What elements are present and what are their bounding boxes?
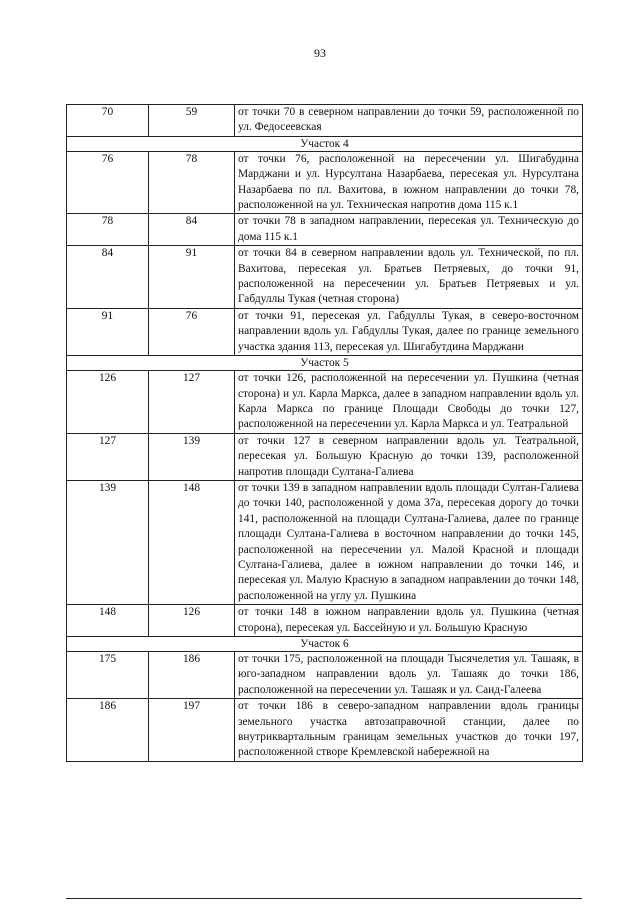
- table-row: [67, 371, 583, 434]
- route-description-cell: от точки 91, пересекая ул. Габдуллы Тукая, в северо-восточном направлении вдоль ул. Габдуллы Тукая, далее по границе земельного участка здания 113, пересекая ул. Шигабутдина Марджани: [235, 308, 583, 355]
- point-to-cell: 91: [149, 246, 235, 309]
- table-row: [67, 308, 583, 355]
- table-bottom-edge: [66, 898, 582, 899]
- point-from-cell: 91: [67, 308, 149, 355]
- point-to-cell: 59: [149, 105, 235, 137]
- point-to-cell: 148: [149, 480, 235, 604]
- point-to-cell: 197: [149, 699, 235, 762]
- point-to-cell: 76: [149, 308, 235, 355]
- point-to-cell: 84: [149, 214, 235, 246]
- section-header-row: [67, 637, 583, 652]
- section-title: Участок 6: [67, 637, 583, 652]
- route-description-cell: от точки 175, расположенной на площади Тысячелетия ул. Ташаяк, в юго-западном направлении вдоль ул. Ташаяк до точки 186, расположенной на пересечении ул. Ташаяк и ул. Саид-Галеева: [235, 652, 583, 699]
- table-row: [67, 699, 583, 762]
- route-description-cell: от точки 148 в южном направлении вдоль ул. Пушкина (четная сторона), пересекая ул. Бассейную и ул. Большую Красную: [235, 605, 583, 637]
- table-row: [67, 652, 583, 699]
- section-header-row: [67, 356, 583, 371]
- section-header-row: [67, 136, 583, 151]
- point-from-cell: 84: [67, 246, 149, 309]
- table-row: [67, 605, 583, 637]
- route-description-cell: от точки 84 в северном направлении вдоль ул. Технической, по пл. Вахитова, пересекая ул. Братьев Петряевых, до точки 91, расположенной на пересечении ул. Братьев Петряевых и ул. Габдуллы Тукая (четная сторона): [235, 246, 583, 309]
- table-row: [67, 214, 583, 246]
- point-to-cell: 127: [149, 371, 235, 434]
- point-to-cell: 126: [149, 605, 235, 637]
- point-to-cell: 78: [149, 151, 235, 214]
- route-description-cell: от точки 186 в северо-западном направлении вдоль границы земельного участка автозаправочной станции, далее по внутриквартальным границам земельных участков до точки 197, расположенной створе Кремлевской набережной на: [235, 699, 583, 762]
- page-number: 93: [314, 46, 326, 60]
- point-to-cell: 139: [149, 433, 235, 480]
- point-from-cell: 70: [67, 105, 149, 137]
- section-title: Участок 5: [67, 356, 583, 371]
- table-row: [67, 105, 583, 137]
- point-from-cell: 148: [67, 605, 149, 637]
- section-title: Участок 4: [67, 136, 583, 151]
- route-description-cell: от точки 139 в западном направлении вдоль площади Султан-Галиева до точки 140, расположенной у дома 37а, пересекая дорогу до точки 141, расположенной на площади Султана-Галиева, далее по границе площади Султана-Галиева в восточном направлении до точки 145, расположенной на пересечении ул. Малой Красной и площади Султана-Галиева, далее в южном направлении до точки 146, и пересекая ул. Малую Красную в западном направлении до точки 148, расположенной на углу ул. Пушкина: [235, 480, 583, 604]
- point-from-cell: 186: [67, 699, 149, 762]
- point-from-cell: 127: [67, 433, 149, 480]
- point-from-cell: 78: [67, 214, 149, 246]
- point-from-cell: 76: [67, 151, 149, 214]
- point-from-cell: 175: [67, 652, 149, 699]
- route-description-cell: от точки 127 в северном направлении вдоль ул. Театральной, пересекая ул. Большую Красную до точки 139, расположенной напротив площади Султана-Галиева: [235, 433, 583, 480]
- route-description-cell: от точки 70 в северном направлении до точки 59, расположенной по ул. Федосеевская: [235, 105, 583, 137]
- table-row: [67, 433, 583, 480]
- route-description-cell: от точки 126, расположенной на пересечении ул. Пушкина (четная сторона) и ул. Карла Маркса, далее в западном направлении вдоль ул. Карла Маркса по границе Площади Свободы до точки 127, расположенной на пересечении ул. Карла Маркса и ул. Театральной: [235, 371, 583, 434]
- table-row: [67, 246, 583, 309]
- route-description-cell: от точки 76, расположенной на пересечении ул. Шигабудина Марджани и ул. Нурсултана Назарбаева, пересекая ул. Нурсултана Назарбаева по пл. Вахитова, в южном направлении до точки 78, расположенной на ул. Техническая напротив дома 115 к.1: [235, 151, 583, 214]
- boundary-table: [66, 104, 583, 762]
- boundary-table-body: [67, 105, 583, 762]
- route-description-cell: от точки 78 в западном направлении, пересекая ул. Техническую до дома 115 к.1: [235, 214, 583, 246]
- point-to-cell: 186: [149, 652, 235, 699]
- table-row: [67, 480, 583, 604]
- point-from-cell: 139: [67, 480, 149, 604]
- table-row: [67, 151, 583, 214]
- point-from-cell: 126: [67, 371, 149, 434]
